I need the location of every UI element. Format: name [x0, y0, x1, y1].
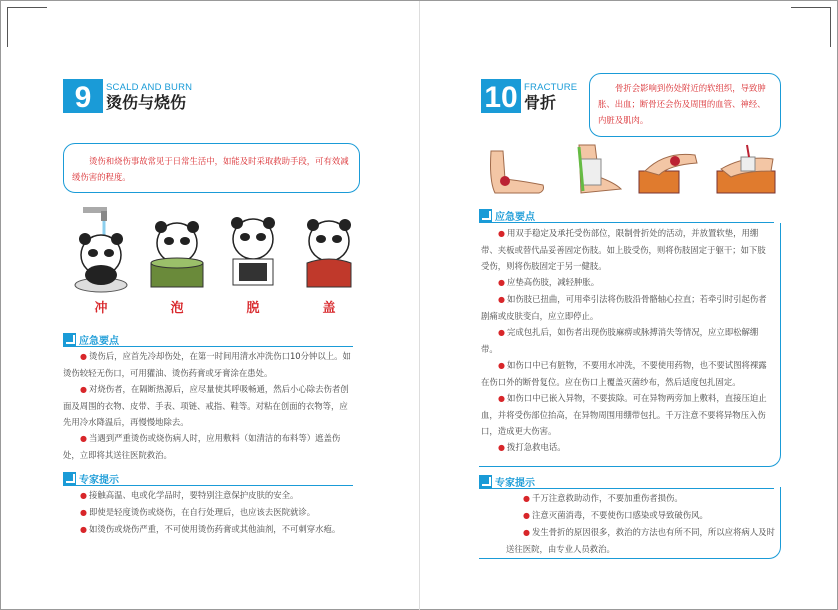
- list-item: ● 如烫伤或烧伤严重，不可使用烫伤药膏或其他油剂，不可刺穿水疱。: [80, 524, 341, 534]
- bullet-icon: ●: [80, 385, 87, 394]
- injured-foot-illustration: [483, 141, 553, 197]
- list-item: ● 如伤口中已有脏物，不要用水冲洗，不要使用药物，也不要试图将裸露在伤口外的断骨复位。应在伤口上覆盖灭菌纱布，然后适度包扎固定。: [481, 360, 767, 387]
- intro-text: 骨折会影响到伤处附近的软组织，导致肿胀、出血；断骨还会伤及周围的血管、神经、内脏及肌肉。: [598, 83, 766, 125]
- step-label: 冲: [94, 301, 108, 316]
- bullet-icon: ●: [498, 295, 505, 304]
- intro-box: [63, 143, 360, 193]
- divider: [63, 346, 353, 347]
- list-item: ● 注意灭菌消毒，不要使伤口感染或导致破伤风。: [523, 510, 708, 520]
- bullet-icon: ●: [80, 508, 87, 517]
- list-item: ● 发生骨折的原因很多，救治的方法也有所不同，所以应将病人及时送往医院，由专业人员救治。: [506, 527, 775, 554]
- bandaged-wound-illustration: [711, 141, 781, 197]
- subsection-title: 专家提示: [79, 474, 119, 486]
- subsection-header: [479, 474, 535, 488]
- arrow-icon: [479, 209, 492, 222]
- arrow-icon: [63, 333, 76, 346]
- crop-mark: [7, 7, 47, 47]
- bullet-icon: ●: [498, 361, 505, 370]
- list-item: ● 完成包扎后，如伤者出现伤肢麻痹或脉搏消失等情况，应立即松解绷带。: [481, 327, 759, 354]
- bullet-icon: ●: [498, 229, 505, 238]
- panda-illustrations: [63, 205, 363, 315]
- section-number: 9: [63, 79, 103, 113]
- bullet-icon: ●: [80, 434, 87, 443]
- subsection-title: 专家提示: [495, 477, 535, 489]
- subsection-header: [63, 471, 119, 485]
- subsection-title: 应急要点: [79, 335, 119, 347]
- section-title-en: FRACTURE: [524, 82, 578, 93]
- bullet-icon: ●: [80, 352, 87, 361]
- crop-mark: [791, 7, 831, 47]
- list-item: ● 应垫高伤肢，减轻肿胀。: [498, 277, 600, 287]
- arrow-icon: [479, 475, 492, 488]
- bullet-icon: ●: [498, 394, 505, 403]
- list-item: ● 接触高温、电或化学品时，要特别注意保护皮肤的安全。: [80, 490, 299, 500]
- list-item: ● 如伤口中已嵌入异物，不要拔除。可在异物两旁加上敷料，直接压迫止血，并将受伤部位抬高，在异物周围用绷带包扎。千万注意不要将异物压入伤口，造成更大伤害。: [481, 393, 767, 436]
- elevated-leg-illustration: [635, 141, 705, 197]
- section-header-scald: [63, 79, 192, 113]
- section-header-fracture: [481, 79, 577, 113]
- step-label: 泡: [170, 301, 184, 316]
- list-item: ● 用双手稳定及承托受伤部位，限制骨折处的活动，并放置软垫，用绷带、夹板或替代品妥善固定伤肢。如上肢受伤，则将伤肢固定于躯干；如下肢受伤，则将伤肢固定于另一健肢。: [481, 228, 766, 271]
- panda-rinse-illustration: [65, 205, 137, 295]
- expert-tips: [506, 490, 781, 557]
- bullet-icon: ●: [523, 528, 530, 537]
- intro-text: 烫伤和烧伤事故常见于日常生活中，如能及时采取救助手段，可有效减缓伤害的程度。: [72, 156, 349, 182]
- subsection-header: [63, 332, 119, 346]
- emergency-points: [481, 225, 769, 456]
- list-item: ● 烫伤后，应首先冷却伤处，在第一时间用清水冲洗伤口10分钟以上。如烫伤较轻无伤口，可用獾油、烫伤药膏或牙膏涂在患处。: [63, 351, 351, 378]
- expert-tips: [63, 487, 355, 538]
- panda-cover-illustration: [293, 205, 365, 295]
- section-number: 10: [481, 79, 521, 113]
- fracture-illustrations: [483, 141, 783, 201]
- emergency-points: [63, 348, 355, 463]
- list-item: ● 即使是轻度烫伤或烧伤，在自行处理后，也应该去医院就诊。: [80, 507, 316, 517]
- bullet-icon: ●: [80, 525, 87, 534]
- step-label: 脱: [246, 301, 260, 316]
- list-item: ● 当遇到严重烫伤或烧伤病人时，应用敷料（如清洁的布料等）遮盖伤处，立即将其送往医院救治。: [63, 433, 341, 460]
- bullet-icon: ●: [523, 511, 530, 520]
- bullet-icon: ●: [498, 278, 505, 287]
- section-title-cn: 烫伤与烧伤: [106, 93, 187, 112]
- divider: [63, 485, 353, 486]
- bullet-icon: ●: [498, 328, 505, 337]
- bullet-icon: ●: [80, 491, 87, 500]
- arrow-icon: [63, 472, 76, 485]
- bullet-icon: ●: [498, 443, 505, 452]
- section-title-en: SCALD AND BURN: [106, 82, 193, 93]
- list-item: ● 如伤肢已扭曲，可用牵引法将伤肢沿骨骼轴心拉直；若牵引时引起伤者剧痛或皮肤变白，应立即停止。: [481, 294, 767, 321]
- intro-box: [589, 73, 781, 137]
- subsection-header: [479, 208, 535, 222]
- list-item: ● 拨打急救电话。: [498, 442, 566, 452]
- splinted-leg-illustration: [559, 141, 629, 197]
- list-item: ● 对烧伤者，在隔断热源后，应尽量使其呼吸畅通，然后小心除去伤者创面及周围的衣物、皮带、手表、项链、戒指、鞋等。对粘在创面的衣物等，应先用冷水降温后，再慢慢地除去。: [63, 384, 349, 427]
- subsection-title: 应急要点: [495, 211, 535, 223]
- list-item: ● 千万注意救助动作，不要加重伤者损伤。: [523, 493, 683, 503]
- section-title-cn: 骨折: [524, 93, 557, 112]
- panda-remove-illustration: [217, 205, 289, 295]
- step-label: 盖: [322, 301, 336, 316]
- panda-soak-illustration: [141, 205, 213, 295]
- page-spine: [419, 1, 420, 610]
- bullet-icon: ●: [523, 494, 530, 503]
